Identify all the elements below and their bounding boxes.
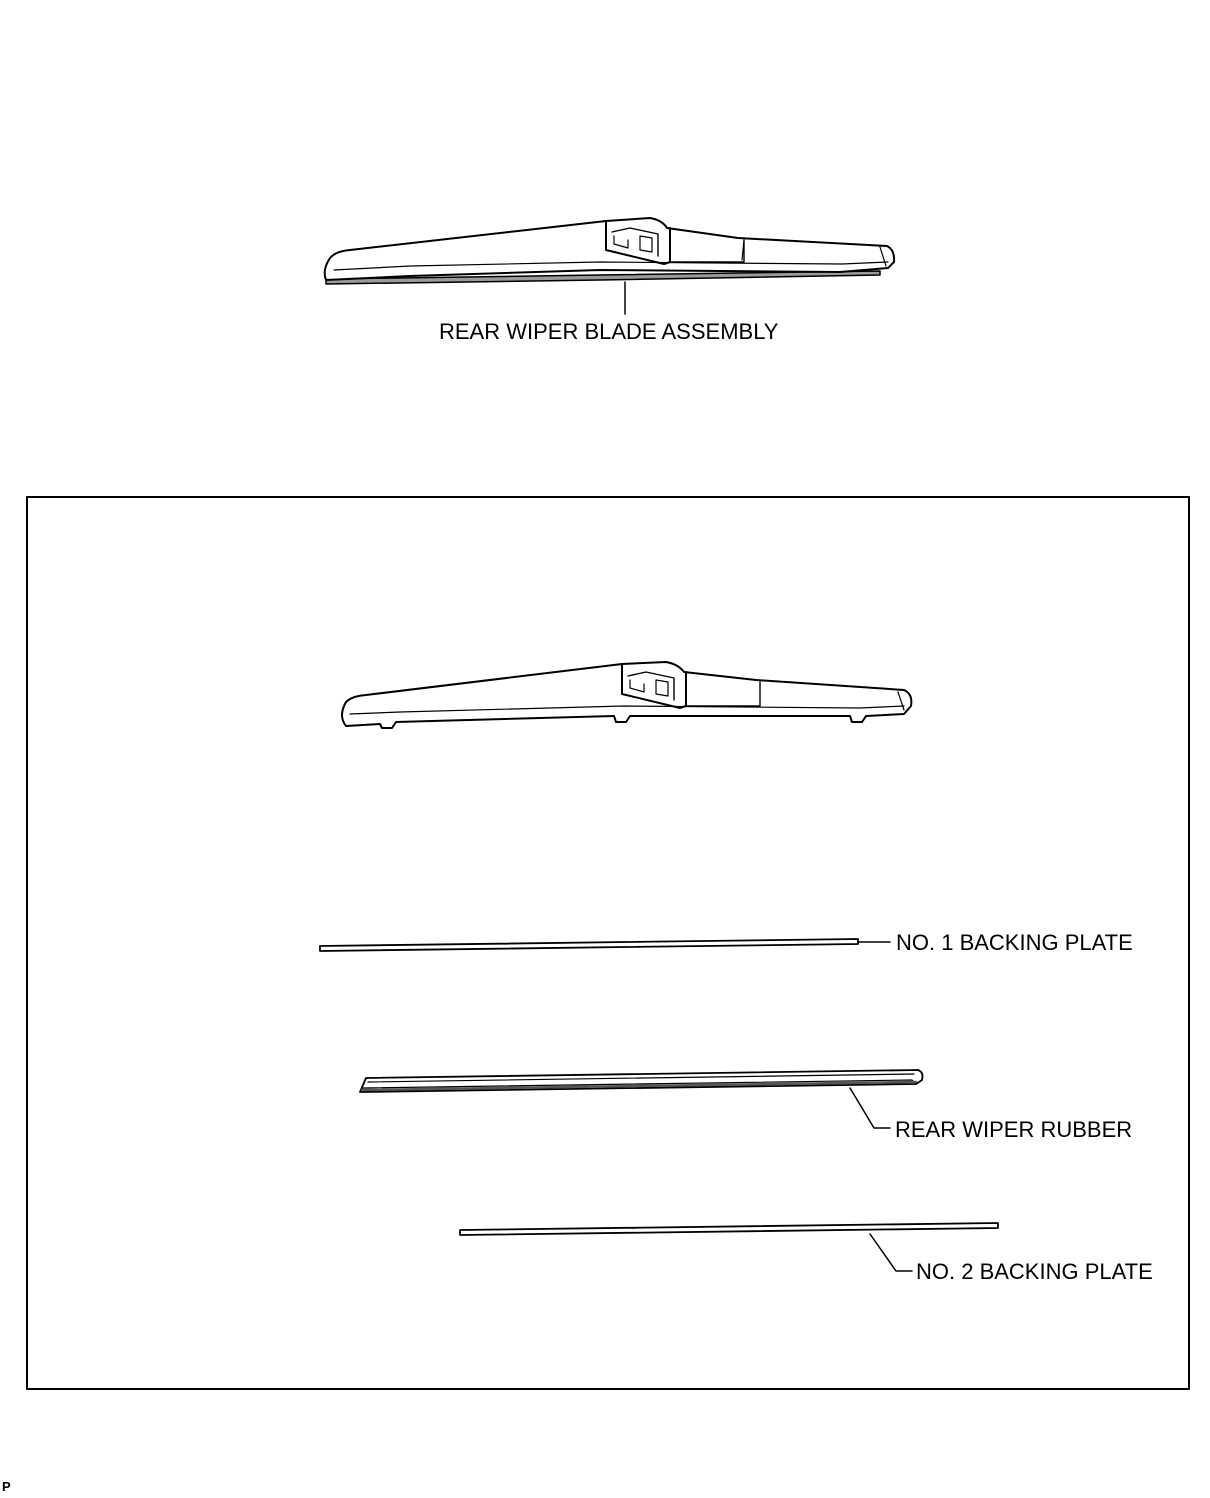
rear-wiper-rubber-label: REAR WIPER RUBBER: [895, 1117, 1133, 1142]
rear-wiper-blade-assembly-label: REAR WIPER BLADE ASSEMBLY: [439, 319, 779, 344]
assembled-wiper-blade: [325, 218, 894, 314]
corner-mark: P: [2, 1479, 11, 1494]
no2-backing-plate-label: NO. 2 BACKING PLATE: [916, 1259, 1153, 1284]
no1-backing-plate-label: NO. 1 BACKING PLATE: [896, 930, 1133, 955]
blade-frame: [342, 662, 911, 728]
rear-wiper-rubber: [360, 1070, 923, 1128]
backing-plate-1: [320, 939, 890, 951]
